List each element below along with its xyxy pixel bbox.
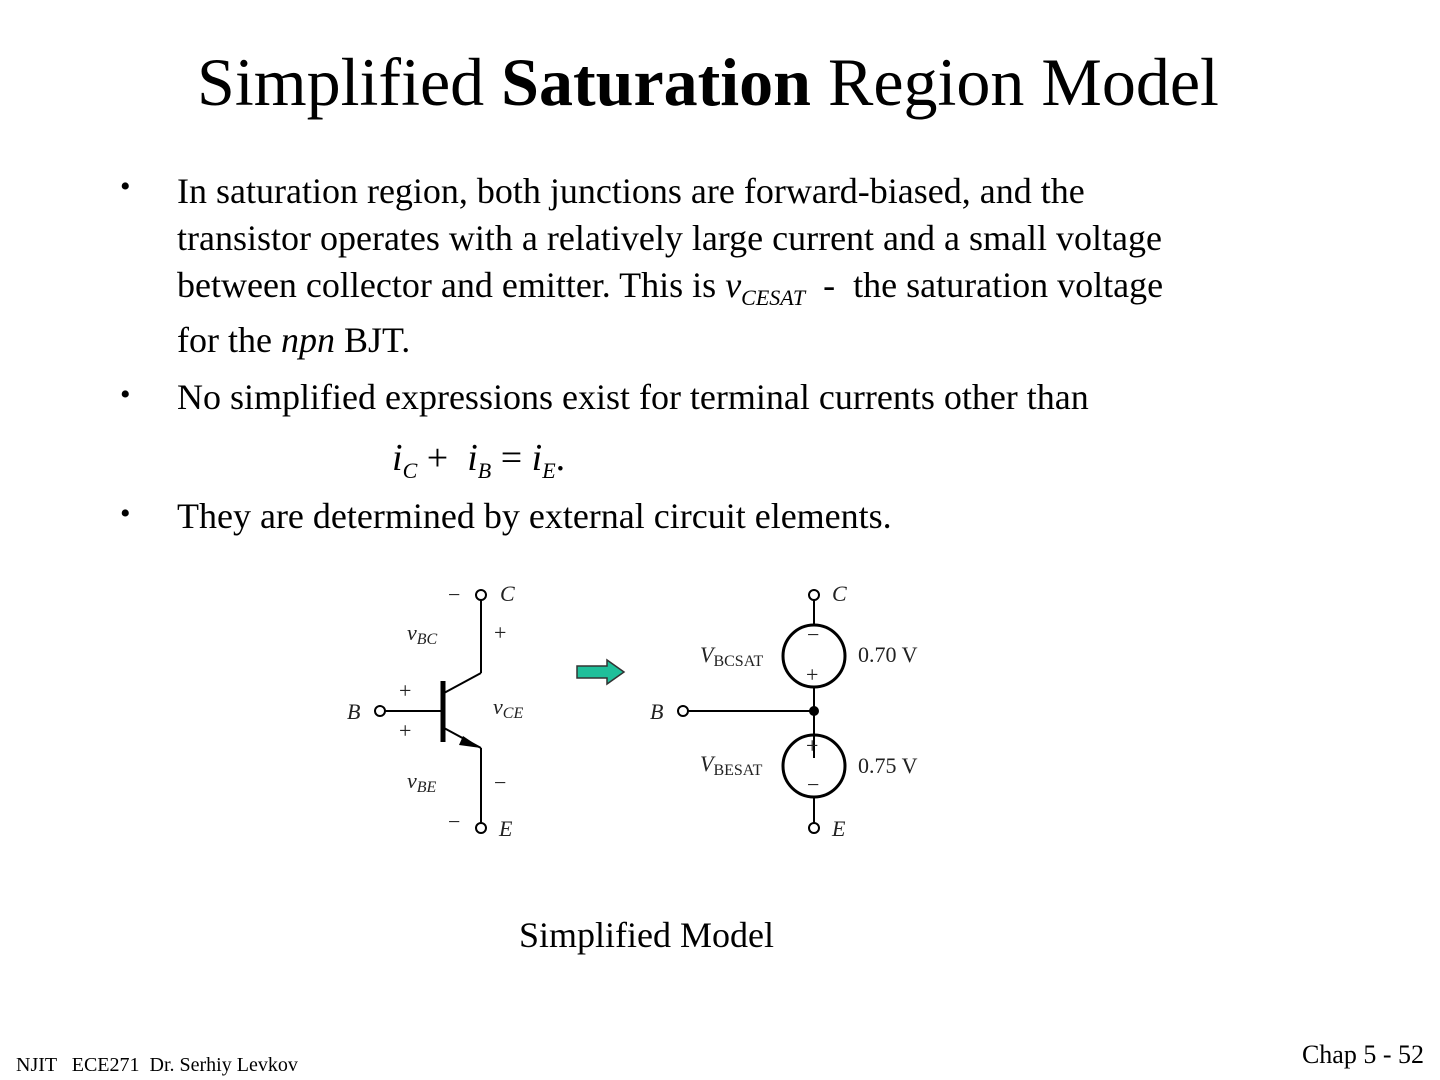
footer-course-info: NJIT ECE271 Dr. Serhiy Levkov (16, 1054, 298, 1076)
title-bold: Saturation (501, 44, 811, 120)
base-terminal (375, 706, 385, 716)
sign: + (399, 678, 412, 703)
bullet-marker: • (120, 378, 131, 411)
simplified-model-diagram (640, 578, 960, 848)
right-arrow-icon (575, 658, 627, 686)
emitter-terminal (809, 823, 819, 833)
value-vbesat: 0.75 V (858, 753, 918, 778)
label-c: C (500, 581, 515, 606)
label-b: B (650, 699, 664, 724)
bullet-1-line3: between collector and emitter. This is $v_{CESAT}$ - the saturation voltage (177, 265, 1164, 310)
label-b: B (347, 699, 361, 724)
label-e: E (832, 816, 846, 841)
sign: − (448, 809, 461, 834)
title-part1: Simplified (197, 44, 502, 120)
sign: + (494, 620, 507, 645)
sign: + (399, 718, 412, 743)
npn-transistor-diagram (335, 578, 555, 848)
bullet-2: No simplified expressions exist for terminal currents other than (177, 377, 1089, 417)
label-vbe: vBE (407, 768, 437, 796)
bullet-3: They are determined by external circuit elements. (177, 496, 892, 536)
slide-title (0, 42, 1416, 122)
sign: − (807, 772, 820, 797)
bullet-marker: • (120, 170, 131, 203)
sign: − (448, 582, 461, 607)
label-vbesat: VBESAT (700, 751, 763, 779)
label-c: C (832, 581, 847, 606)
current-equation: $i_C + i_B = i_E$. (392, 437, 566, 483)
label-e: E (499, 816, 513, 841)
junction-dot (809, 706, 819, 716)
collector-terminal (809, 590, 819, 600)
label-vce: vCE (493, 694, 524, 722)
bullet-1-line2: transistor operates with a relatively large current and a small voltage (177, 218, 1162, 258)
sign: − (494, 770, 507, 795)
sign: + (806, 662, 819, 687)
value-vbcsat: 0.70 V (858, 642, 918, 667)
bullet-1-line1: In saturation region, both junctions are forward-biased, and the (177, 171, 1085, 211)
bullet-1 (177, 168, 1287, 364)
slide-number: Chap 5 - 52 (1301, 1040, 1424, 1069)
sign: + (806, 733, 819, 758)
sign: − (807, 622, 820, 647)
emitter-arrow (459, 736, 481, 748)
bullet-marker: • (120, 497, 131, 530)
base-terminal (678, 706, 688, 716)
collector-terminal (476, 590, 486, 600)
title-part3: Region Model (810, 44, 1219, 120)
figure-caption: Simplified Model (519, 915, 774, 955)
bullet-1-line4: for the npn BJT. (177, 320, 411, 360)
label-vbc: vBC (407, 620, 438, 648)
label-vbcsat: VBCSAT (700, 642, 764, 670)
emitter-terminal (476, 823, 486, 833)
